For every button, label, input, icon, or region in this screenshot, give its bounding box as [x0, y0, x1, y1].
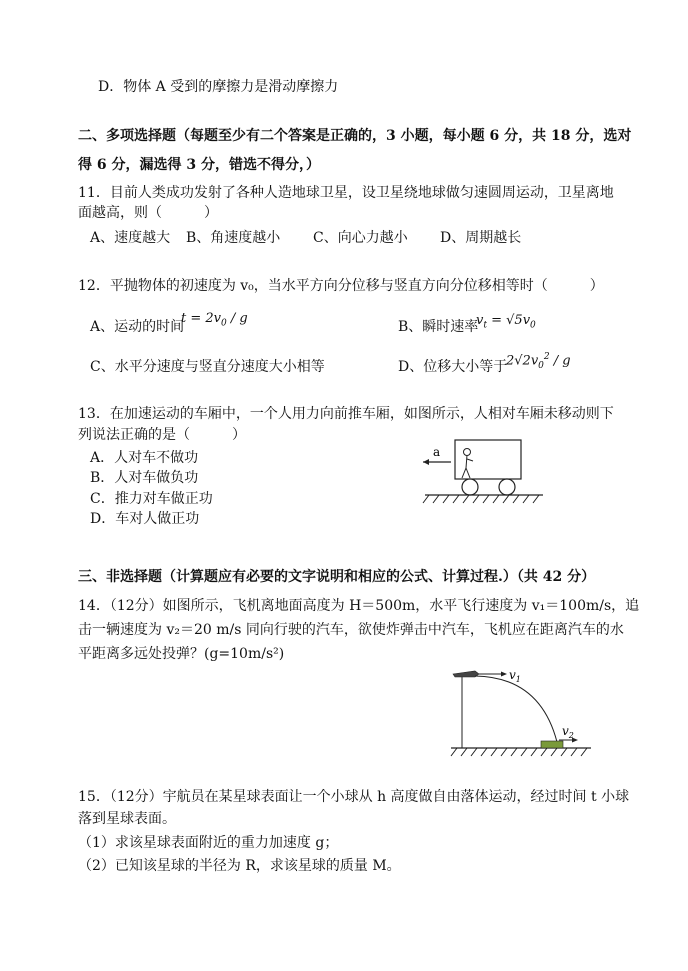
v1-arrowhead-icon [501, 672, 507, 677]
q11-option-c: C、向心力越小 [313, 230, 408, 246]
car-icon [541, 741, 563, 748]
section-3-header: 三、非选择题（计算题应有必要的文字说明和相应的公式、计算过程.）（共 42 分） [78, 569, 596, 585]
q13-option-a: A．人对车不做功 [90, 450, 199, 466]
section-2-header-line1: 二、多项选择题（每题至少有二个答案是正确的，3 小题，每小题 6 分，共 18 分，选对 [78, 128, 632, 144]
q12-option-a-label: A、运动的时间 [90, 319, 185, 335]
q12-stem: 12．平抛物体的初速度为 v₀，当水平方向分位移与竖直方向分位移相等时（ ） [78, 278, 604, 294]
q11-option-b: B、角速度越小 [186, 230, 281, 246]
q15-subquestion-2: （2）已知该星球的半径为 R，求该星球的质量 M。 [78, 858, 401, 874]
q12-option-d-formula: $2√2v_0^2$ / g [506, 352, 571, 371]
q11-stem-line2: 面越高，则（ ） [78, 205, 218, 221]
q10-option-d: D．物体 A 受到的摩擦力是滑动摩擦力 [98, 79, 339, 95]
q14-plane-figure [445, 662, 595, 760]
ground-hatch [451, 748, 587, 756]
q12-option-d-label: D、位移大小等于 [398, 359, 508, 375]
bomb-trajectory [475, 676, 557, 742]
q14-stem-line2: 击一辆速度为 v₂＝20 m/s 同向行驶的汽车，欲使炸弹击中汽车，飞机应在距离汽车的水 [78, 622, 624, 638]
q13-option-c: C．推力对车做正功 [90, 491, 213, 507]
q15-subquestion-1: （1）求该星球表面附近的重力加速度 g； [78, 835, 339, 851]
q14-stem-line3: 平距离多远处投弹？(g=10m/s²) [78, 646, 285, 662]
q12-option-b-formula: $v_t = √5v_0$ [476, 313, 536, 331]
acceleration-arrowhead-icon [423, 459, 429, 465]
q13-option-b: B．人对车做负功 [90, 470, 199, 486]
acceleration-label: a [433, 445, 441, 459]
q15-stem-line2: 落到星球表面。 [78, 811, 176, 827]
cart-wheel-right [499, 479, 515, 495]
q13-cart-figure [415, 438, 555, 510]
v2-label: $v_2$ [562, 724, 574, 740]
q13-option-d: D．车对人做正功 [90, 511, 200, 527]
q12-option-a-formula: $t = 2v_0 / g$ [181, 311, 248, 329]
ground-hatch [423, 495, 539, 503]
section-2-header-line2: 得 6 分，漏选得 3 分，错选不得分，） [78, 157, 320, 173]
q12-option-b-label: B、瞬时速率 [398, 319, 479, 335]
q11-option-a: A、速度越大 [90, 230, 171, 246]
q14-stem-line1: 14．（12分）如图所示，飞机离地面高度为 H＝500m，水平飞行速度为 v₁＝100m/s，追 [78, 598, 640, 614]
q13-stem-line2: 列说法正确的是（ ） [78, 427, 246, 443]
cart-wheel-left [462, 479, 478, 495]
q13-stem-line1: 13．在加速运动的车厢中，一个人用力向前推车厢，如图所示，人相对车厢未移动则下 [78, 406, 614, 422]
q11-option-d: D、周期越长 [440, 230, 522, 246]
cart-body [455, 440, 521, 479]
q15-stem-line1: 15．（12分）宇航员在某星球表面让一个小球从 h 高度做自由落体运动，经过时间 t 小球 [78, 789, 630, 805]
v1-label: $v_1$ [509, 668, 521, 684]
q11-stem-line1: 11．目前人类成功发射了各种人造地球卫星，设卫星绕地球做匀速圆周运动，卫星离地 [78, 185, 614, 201]
q12-option-c: C、水平分速度与竖直分速度大小相等 [90, 359, 325, 375]
person-icon [462, 449, 473, 479]
